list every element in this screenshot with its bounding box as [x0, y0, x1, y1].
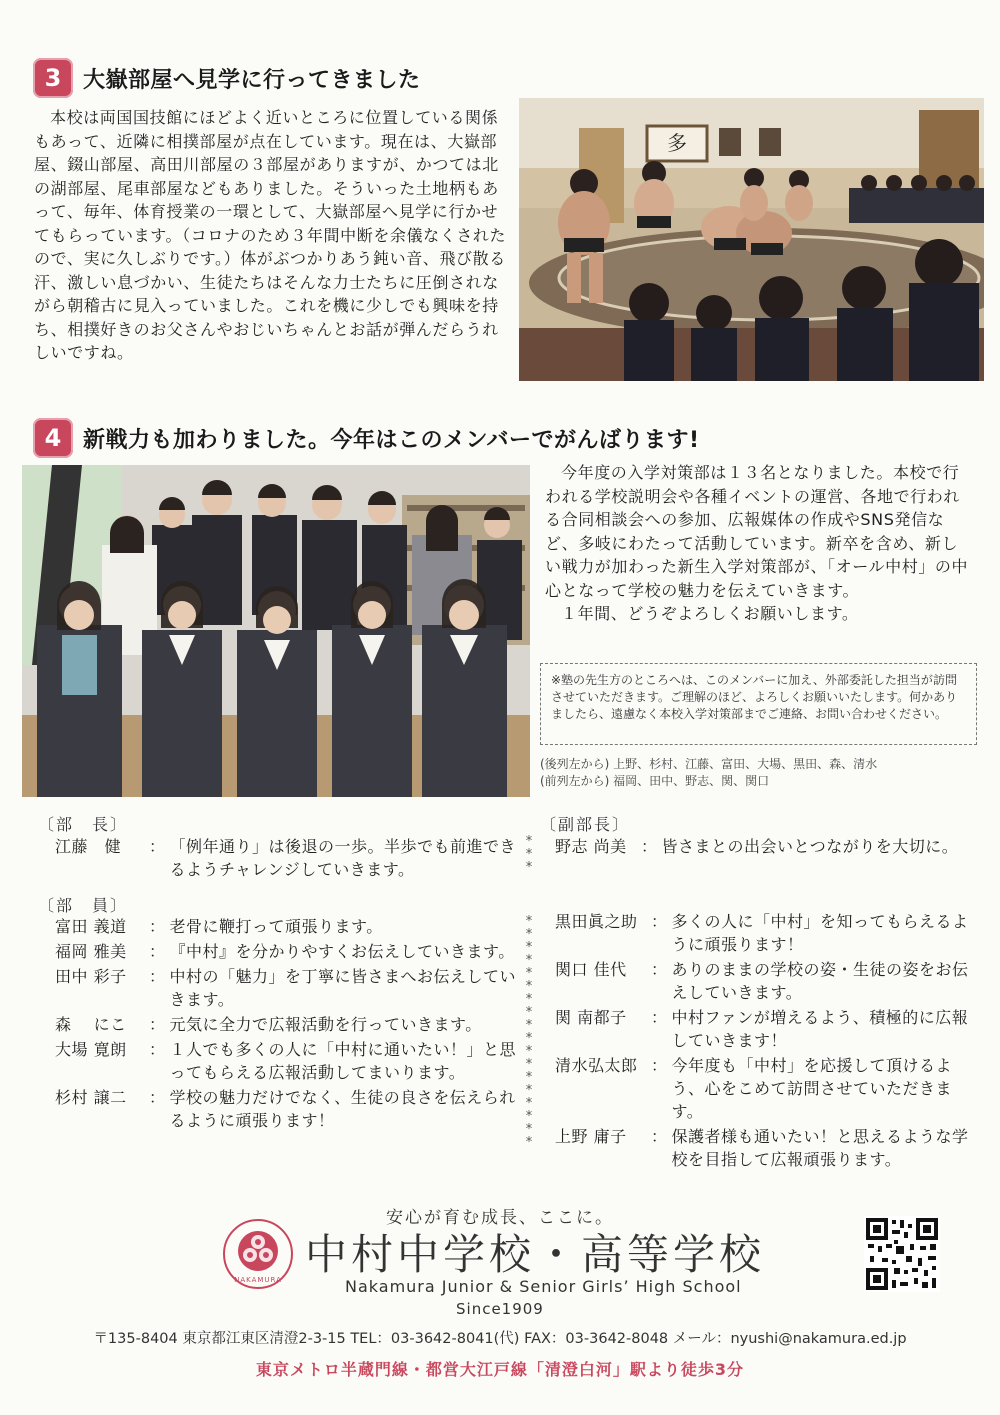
member-row	[55, 965, 520, 1011]
section3-body	[34, 106, 510, 365]
member-message: 元気に全力で広報活動を行っていきます。	[169, 1015, 482, 1034]
member-row	[55, 940, 520, 963]
member-row	[555, 835, 980, 858]
vice-member-list	[555, 835, 980, 860]
member-colon: ：	[149, 942, 166, 961]
visit-note-text: ※塾の先生方のところへは、このメンバーに加え、外部委託した担当が訪問させていただきます。ご理解のほど、よろしくお願いいたします。何かありましたら、遠慮なく本校入学対策部までご連絡、お問い合わせください。	[551, 673, 958, 721]
member-colon: ：	[651, 1008, 668, 1027]
member-name: 森 にこ	[55, 1015, 127, 1034]
svg-text:多: 多	[667, 131, 687, 155]
role-label-chief: 〔部 長〕	[38, 815, 129, 834]
member-colon: ：	[651, 912, 668, 931]
member-colon: ：	[651, 960, 668, 979]
member-name: 大場 寛朗	[55, 1040, 127, 1059]
member-row	[55, 915, 520, 938]
sumo-photo-illustration	[519, 98, 984, 381]
qr-code-icon	[864, 1216, 940, 1292]
member-name: 関 南都子	[555, 1008, 627, 1027]
team-photo-illustration	[22, 465, 530, 797]
role-label-vice: 〔副部長〕	[540, 815, 631, 834]
school-name: 中村中学校・高等学校	[305, 1230, 766, 1279]
member-name: 杉村 譲二	[55, 1088, 127, 1107]
school-address: 〒135-8404 東京都江東区清澄2-3-15 TEL：03-3642-8041(代) FAX：03-3642-8048 メール：nyushi@nakamura.ed.jp	[93, 1331, 907, 1347]
member-name: 江藤 健	[55, 837, 122, 856]
member-row	[555, 910, 980, 956]
photo-caption-back-row: (後列左から) 上野、杉村、江藤、富田、大場、黒田、森、清水	[540, 757, 878, 771]
school-tagline: 安心が育む成長、ここに。	[386, 1208, 614, 1228]
member-name: 田中 彩子	[55, 967, 127, 986]
section3-title: 大嶽部屋へ見学に行ってきました	[83, 67, 421, 93]
member-message: 皆さまとの出会いとつながりを大切に。	[661, 837, 959, 856]
chief-member-list	[55, 835, 520, 883]
section4-paragraph-2: １年間、どうぞよろしくお願いします。	[561, 604, 859, 623]
member-row	[555, 958, 980, 1004]
member-row	[555, 1125, 980, 1171]
section4-body	[545, 461, 973, 626]
member-colon: ：	[149, 1088, 166, 1107]
section4-header	[33, 418, 700, 458]
member-row	[555, 1006, 980, 1052]
member-message: 学校の魅力だけでなく、生徒の良さを伝えられるように頑張ります！	[169, 1088, 516, 1130]
member-colon: ：	[641, 837, 658, 856]
member-message: ありのままの学校の姿・生徒の姿をお伝えしていきます。	[671, 960, 969, 1002]
section3-paragraph: 本校は両国国技館にほどよく近いところに位置している関係もあって、近隣に相撲部屋が点在しています。現在は、大嶽部屋、錣山部屋、高田川部屋の３部屋がありますが、かつては北の湖部屋、尾車部屋などもありました。そういった土地柄もあって、毎年、体育授業の一環として、大嶽部屋へ見学に行かせてもらっています。（コロナのため３年間中断を余儀なくされたので、実に久しぶりです。）体がぶつかりあう鈍い音、飛び散る汗、激しい息づかい、生徒たちはそんな力士たちに圧倒されながら朝稽古に見入っていました。これを機に少しでも興味を持ち、相撲好きのお父さんやおじいちゃんとお話が弾んだらうれしいですね。	[34, 108, 507, 362]
section3-header	[33, 58, 421, 98]
member-name: 関口 佳代	[555, 960, 627, 979]
member-name: 黒田眞之助	[555, 912, 638, 931]
left-member-list	[55, 915, 520, 1134]
member-colon: ：	[149, 837, 166, 856]
member-row	[55, 1038, 520, 1084]
member-colon: ：	[149, 917, 166, 936]
member-message: 『中村』を分かりやすくお伝えしていきます。	[169, 942, 515, 961]
member-row	[55, 835, 520, 881]
member-colon: ：	[651, 1056, 668, 1075]
school-access: 東京メトロ半蔵門線・都営大江戸線「清澄白河」駅より徒歩3分	[255, 1360, 745, 1379]
school-english-name: Nakamura Junior & Senior Girls’ High School	[345, 1277, 742, 1296]
member-name: 富田 義道	[55, 917, 127, 936]
member-message: 保護者様も通いたい！と思えるような学校を目指して広報頑張ります。	[671, 1127, 969, 1169]
photo-caption	[540, 756, 980, 790]
photo-caption-front-row: (前列左から) 福岡、田中、野志、関、関口	[540, 774, 770, 788]
team-group-photo	[22, 465, 530, 797]
logo-text: NAKAMURA	[234, 1276, 282, 1284]
member-message: １人でも多くの人に「中村に通いたい！」と思ってもらえる広報活動してまいります。	[169, 1040, 517, 1082]
visit-note-box	[540, 663, 977, 745]
member-message: 中村ファンが増えるよう、積極的に広報していきます！	[671, 1008, 969, 1050]
member-row	[55, 1086, 520, 1132]
member-name: 上野 庸子	[555, 1127, 627, 1146]
section4-paragraph-1: 今年度の入学対策部は１３名となりました。本校で行われる学校説明会や各種イベントの運営、各地で行われる合同相談会への参加、広報媒体の作成やSNS発信など、多岐にわたって活動しています。新卒を含め、新しい戦力が加わった新生入学対策部が、「オール中村」の中心となって学校の魅力を伝えていきます。	[545, 463, 969, 600]
school-since: Since1909	[456, 1300, 544, 1318]
sumo-practice-photo	[519, 98, 984, 381]
member-message: 「例年通り」は後退の一歩。半歩でも前進できるようチャレンジしていきます。	[169, 837, 517, 879]
right-member-list	[555, 910, 980, 1173]
divider-stars-upper: * * *	[525, 834, 533, 875]
school-logo	[222, 1218, 294, 1290]
divider-stars-lower: * * * * * * * * * * * * * * * * * *	[525, 914, 533, 1150]
member-message: 中村の「魅力」を丁寧に皆さまへお伝えしていきます。	[169, 967, 517, 1009]
member-colon: ：	[149, 1015, 166, 1034]
role-label-member: 〔部 員〕	[38, 896, 129, 915]
section-number-badge: 3	[33, 58, 73, 98]
member-message: 老骨に鞭打って頑張ります。	[169, 917, 383, 936]
member-message: 今年度も「中村」を応援して頂けるよう、心をこめて訪問させていただきます。	[671, 1056, 953, 1121]
member-colon: ：	[651, 1127, 668, 1146]
member-name: 福岡 雅美	[55, 942, 127, 961]
member-name: 清水弘太郎	[555, 1056, 638, 1075]
section4-title: 新戦力も加わりました。今年はこのメンバーでがんばります!	[83, 427, 700, 453]
section-number-badge: 4	[33, 418, 73, 458]
member-row	[55, 1013, 520, 1036]
member-colon: ：	[149, 967, 166, 986]
member-colon: ：	[149, 1040, 166, 1059]
qr-code[interactable]	[864, 1216, 940, 1292]
member-row	[555, 1054, 980, 1123]
member-message: 多くの人に「中村」を知ってもらえるように頑張ります！	[671, 912, 969, 954]
member-name: 野志 尚美	[555, 837, 627, 856]
